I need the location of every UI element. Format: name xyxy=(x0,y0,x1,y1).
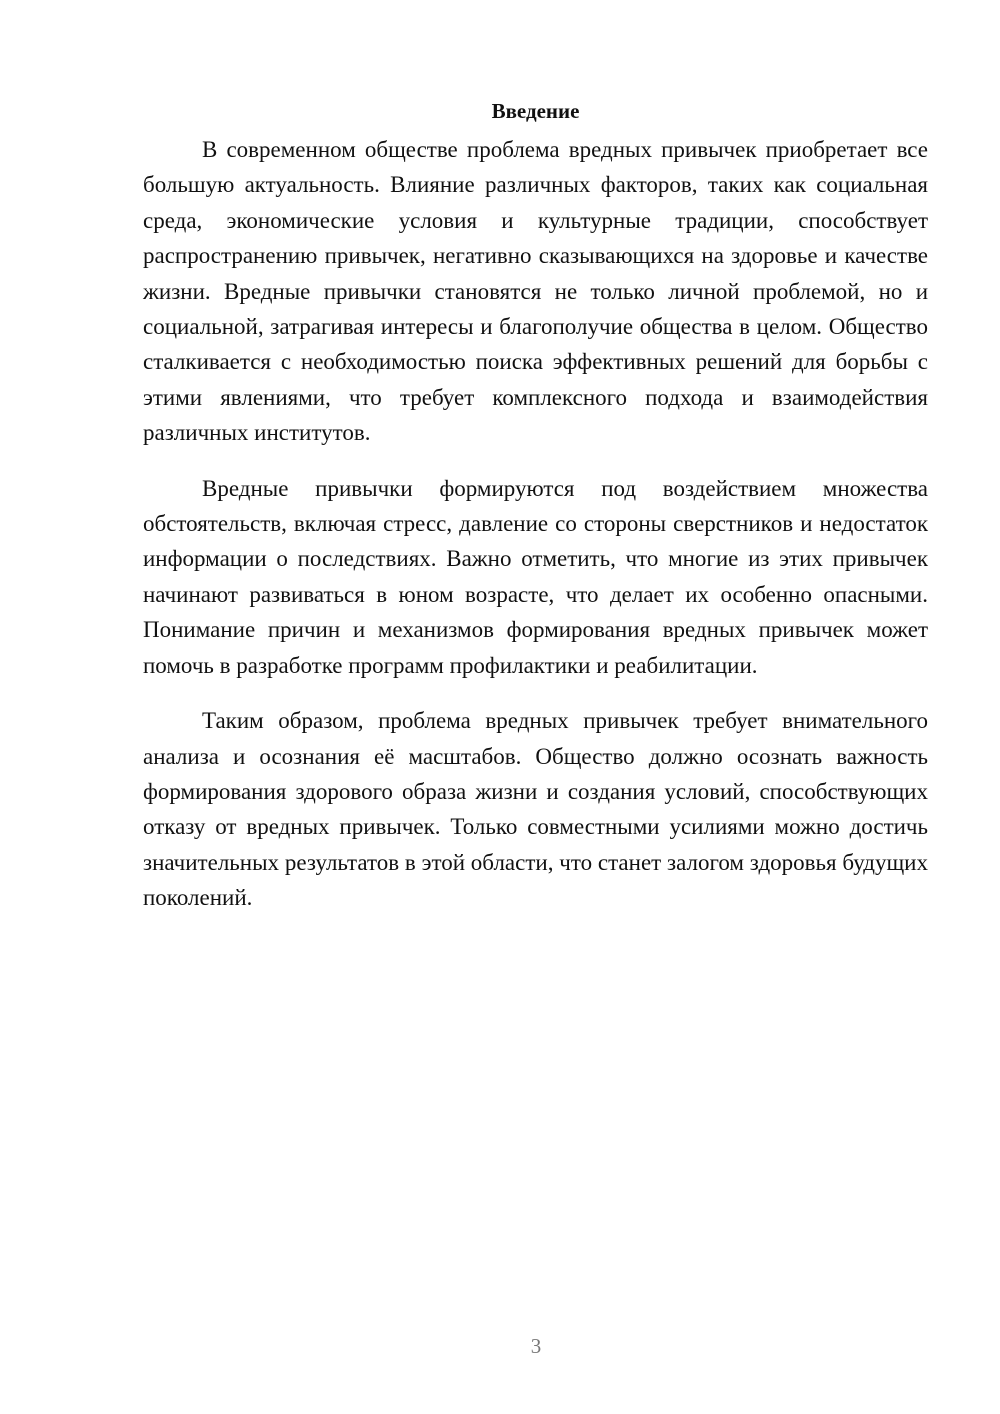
page-number: 3 xyxy=(530,1334,542,1358)
page-content xyxy=(143,96,928,916)
paragraph-1: В современном обществе проблема вредных привычек приобретает все большую актуальность. Влияние различных факторов, таких как социальная среда, экономические условия и культурные традиции, способствует распространению привычек, негативно сказывающихся на здоровье и качестве жизни. Вредные привычки становятся не только личной проблемой, но и социальной, затрагивая интересы и благополучие общества в целом. Общество сталкивается с необходимостью поиска эффективных решений для борьбы с этими явлениями, что требует комплексного подхода и взаимодействия различных институтов. xyxy=(143,137,928,446)
section-title: Введение xyxy=(491,99,580,123)
paragraph-2: Вредные привычки формируются под воздействием множества обстоятельств, включая стресс, давление со стороны сверстников и недостаток информации о последствиях. Важно отметить, что многие из этих привычек начинают развиваться в юном возрасте, что делает их особенно опасными. Понимание причин и механизмов формирования вредных привычек может помочь в разработке программ профилактики и реабилитации. xyxy=(143,475,928,678)
paragraph-3: Таким образом, проблема вредных привычек требует внимательного анализа и осознания её масштабов. Общество должно осознать важность формирования здорового образа жизни и создания условий, способствующих отказу от вредных привычек. Только совместными усилиями можно достичь значительных результатов в этой области, что станет залогом здоровья будущих поколений. xyxy=(143,708,928,911)
